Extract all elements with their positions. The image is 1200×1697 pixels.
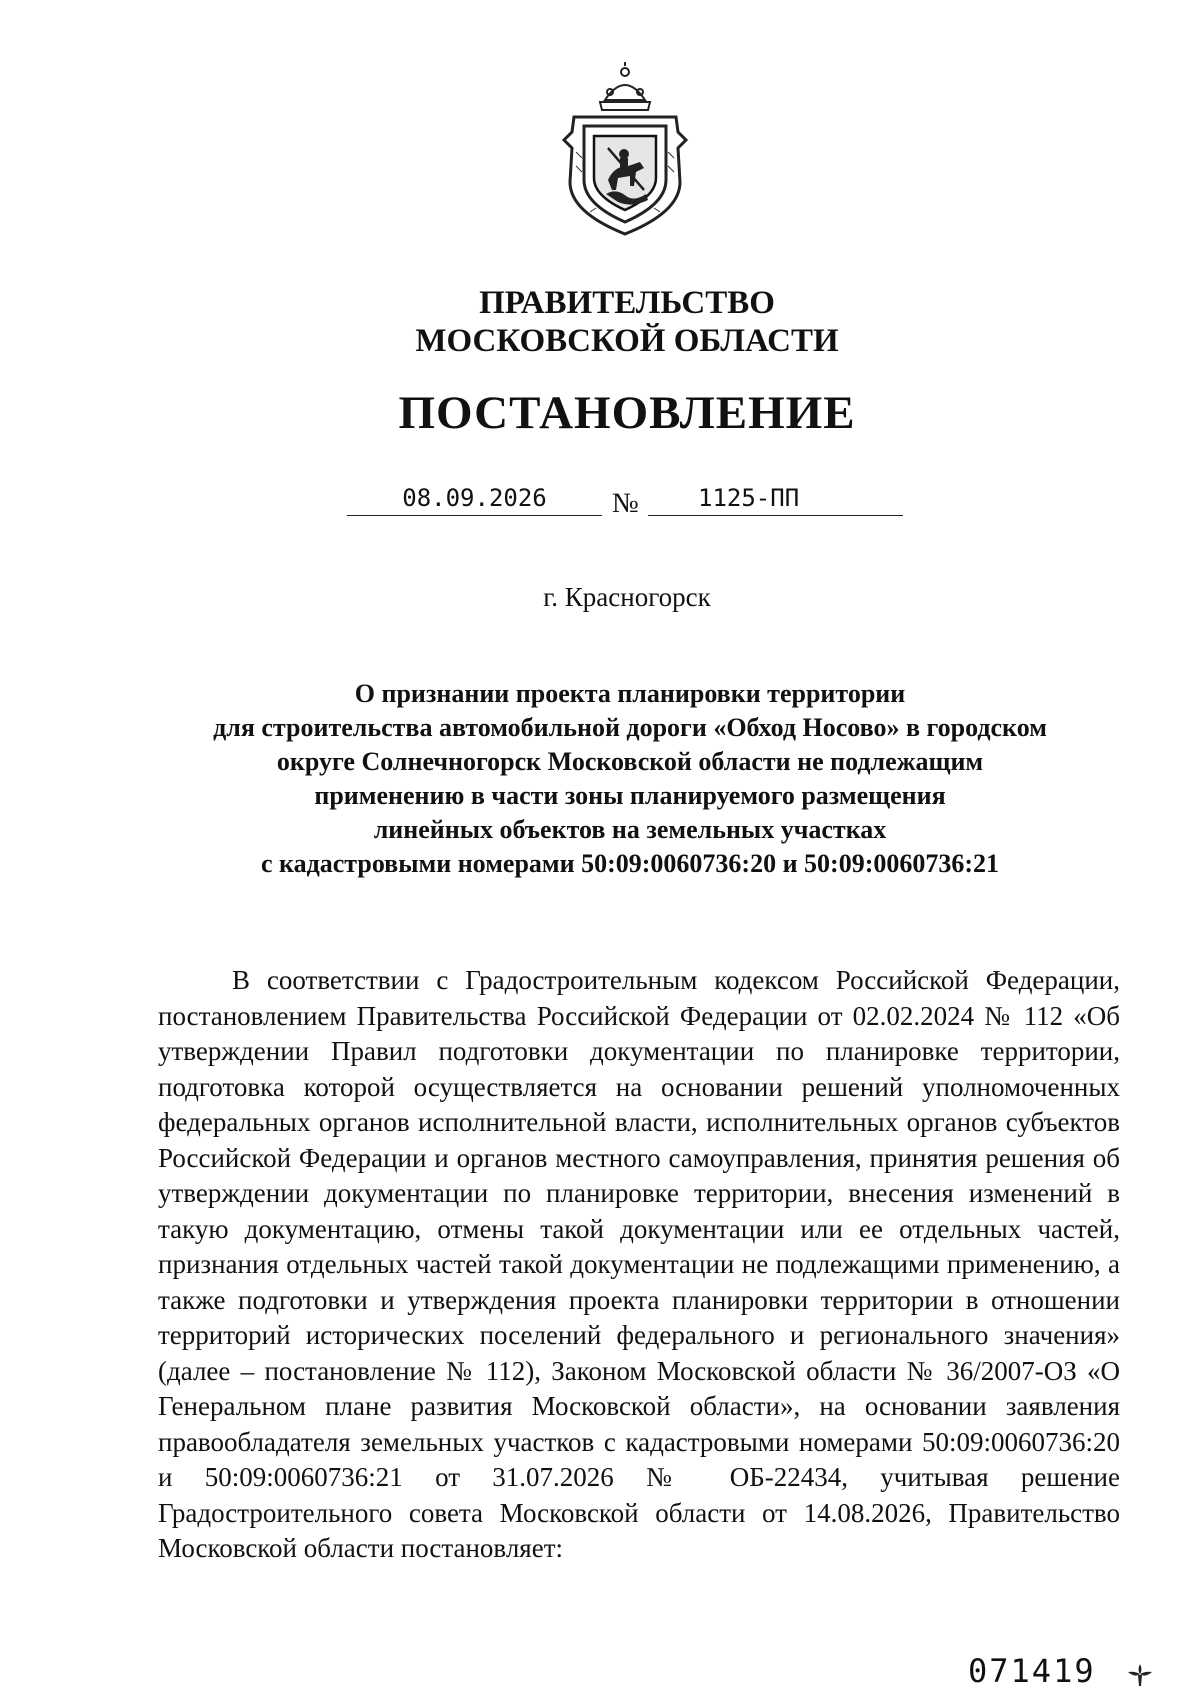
subject-line: для строительства автомобильной дороги «Обход Носово» в городском [213,713,1047,742]
coat-of-arms-icon [560,62,690,237]
document-date: 08.09.2026 [347,484,602,516]
subject-line: линейных объектов на земельных участках [373,815,887,844]
subject-line: с кадастровыми номерами 50:09:0060736:20 и 50:09:0060736:21 [260,849,1000,878]
government-title-line2: МОСКОВСКОЙ ОБЛАСТИ [415,323,839,359]
page-code: 071419 [968,1652,1096,1690]
number-sign: № [612,488,639,519]
government-title-line1: ПРАВИТЕЛЬСТВО [479,285,775,321]
subject-line: О признании проекта планировки территории [354,679,906,708]
document-number-field [648,484,903,516]
document-type-heading: ПОСТАНОВЛЕНИЕ [398,387,856,439]
subject-line: применению в части зоны планируемого размещения [314,781,946,810]
document-number: 1125-ПП [698,484,800,512]
subject-line: округе Солнечногорск Московской области не подлежащим [276,747,984,776]
ornament-mark-icon [1125,1660,1155,1696]
document-subject [150,677,1110,881]
city-name: г. Красногорск [543,582,711,612]
body-paragraph: В соответствии с Градостроительным кодексом Российской Федерации, постановлением Правительства Российской Федерации от 02.02.2024 № 112 «Об утверждении Правил подготовки документации по планировке территории, подготовка которой осуществляется на основании решений уполномоченных федеральных органов исполнительной власти, исполнительных органов субъектов Российской Федерации и органов местного самоуправления, принятия решения об утверждении документации по планировке территории, внесения изменений в такую документацию, отмены такой документации или ее отдельных частей, признания отдельных частей такой документации не подлежащими применению, а также подготовки и утверждения проекта планировки территории в отношении территорий исторических поселений федерального и регионального значения» (далее – постановление № 112), Законом Московской области № 36/2007-ОЗ «О Генеральном плане развития Московской области», на основании заявления правообладателя земельных участков с кадастровыми номерами 50:09:0060736:20 и 50:09:0060736:21 от 31.07.2026 № ОБ-22434, учитывая решение Градостроительного совета Московской области от 14.08.2026, Правительство Московской области постановляет: [158,965,1120,1563]
